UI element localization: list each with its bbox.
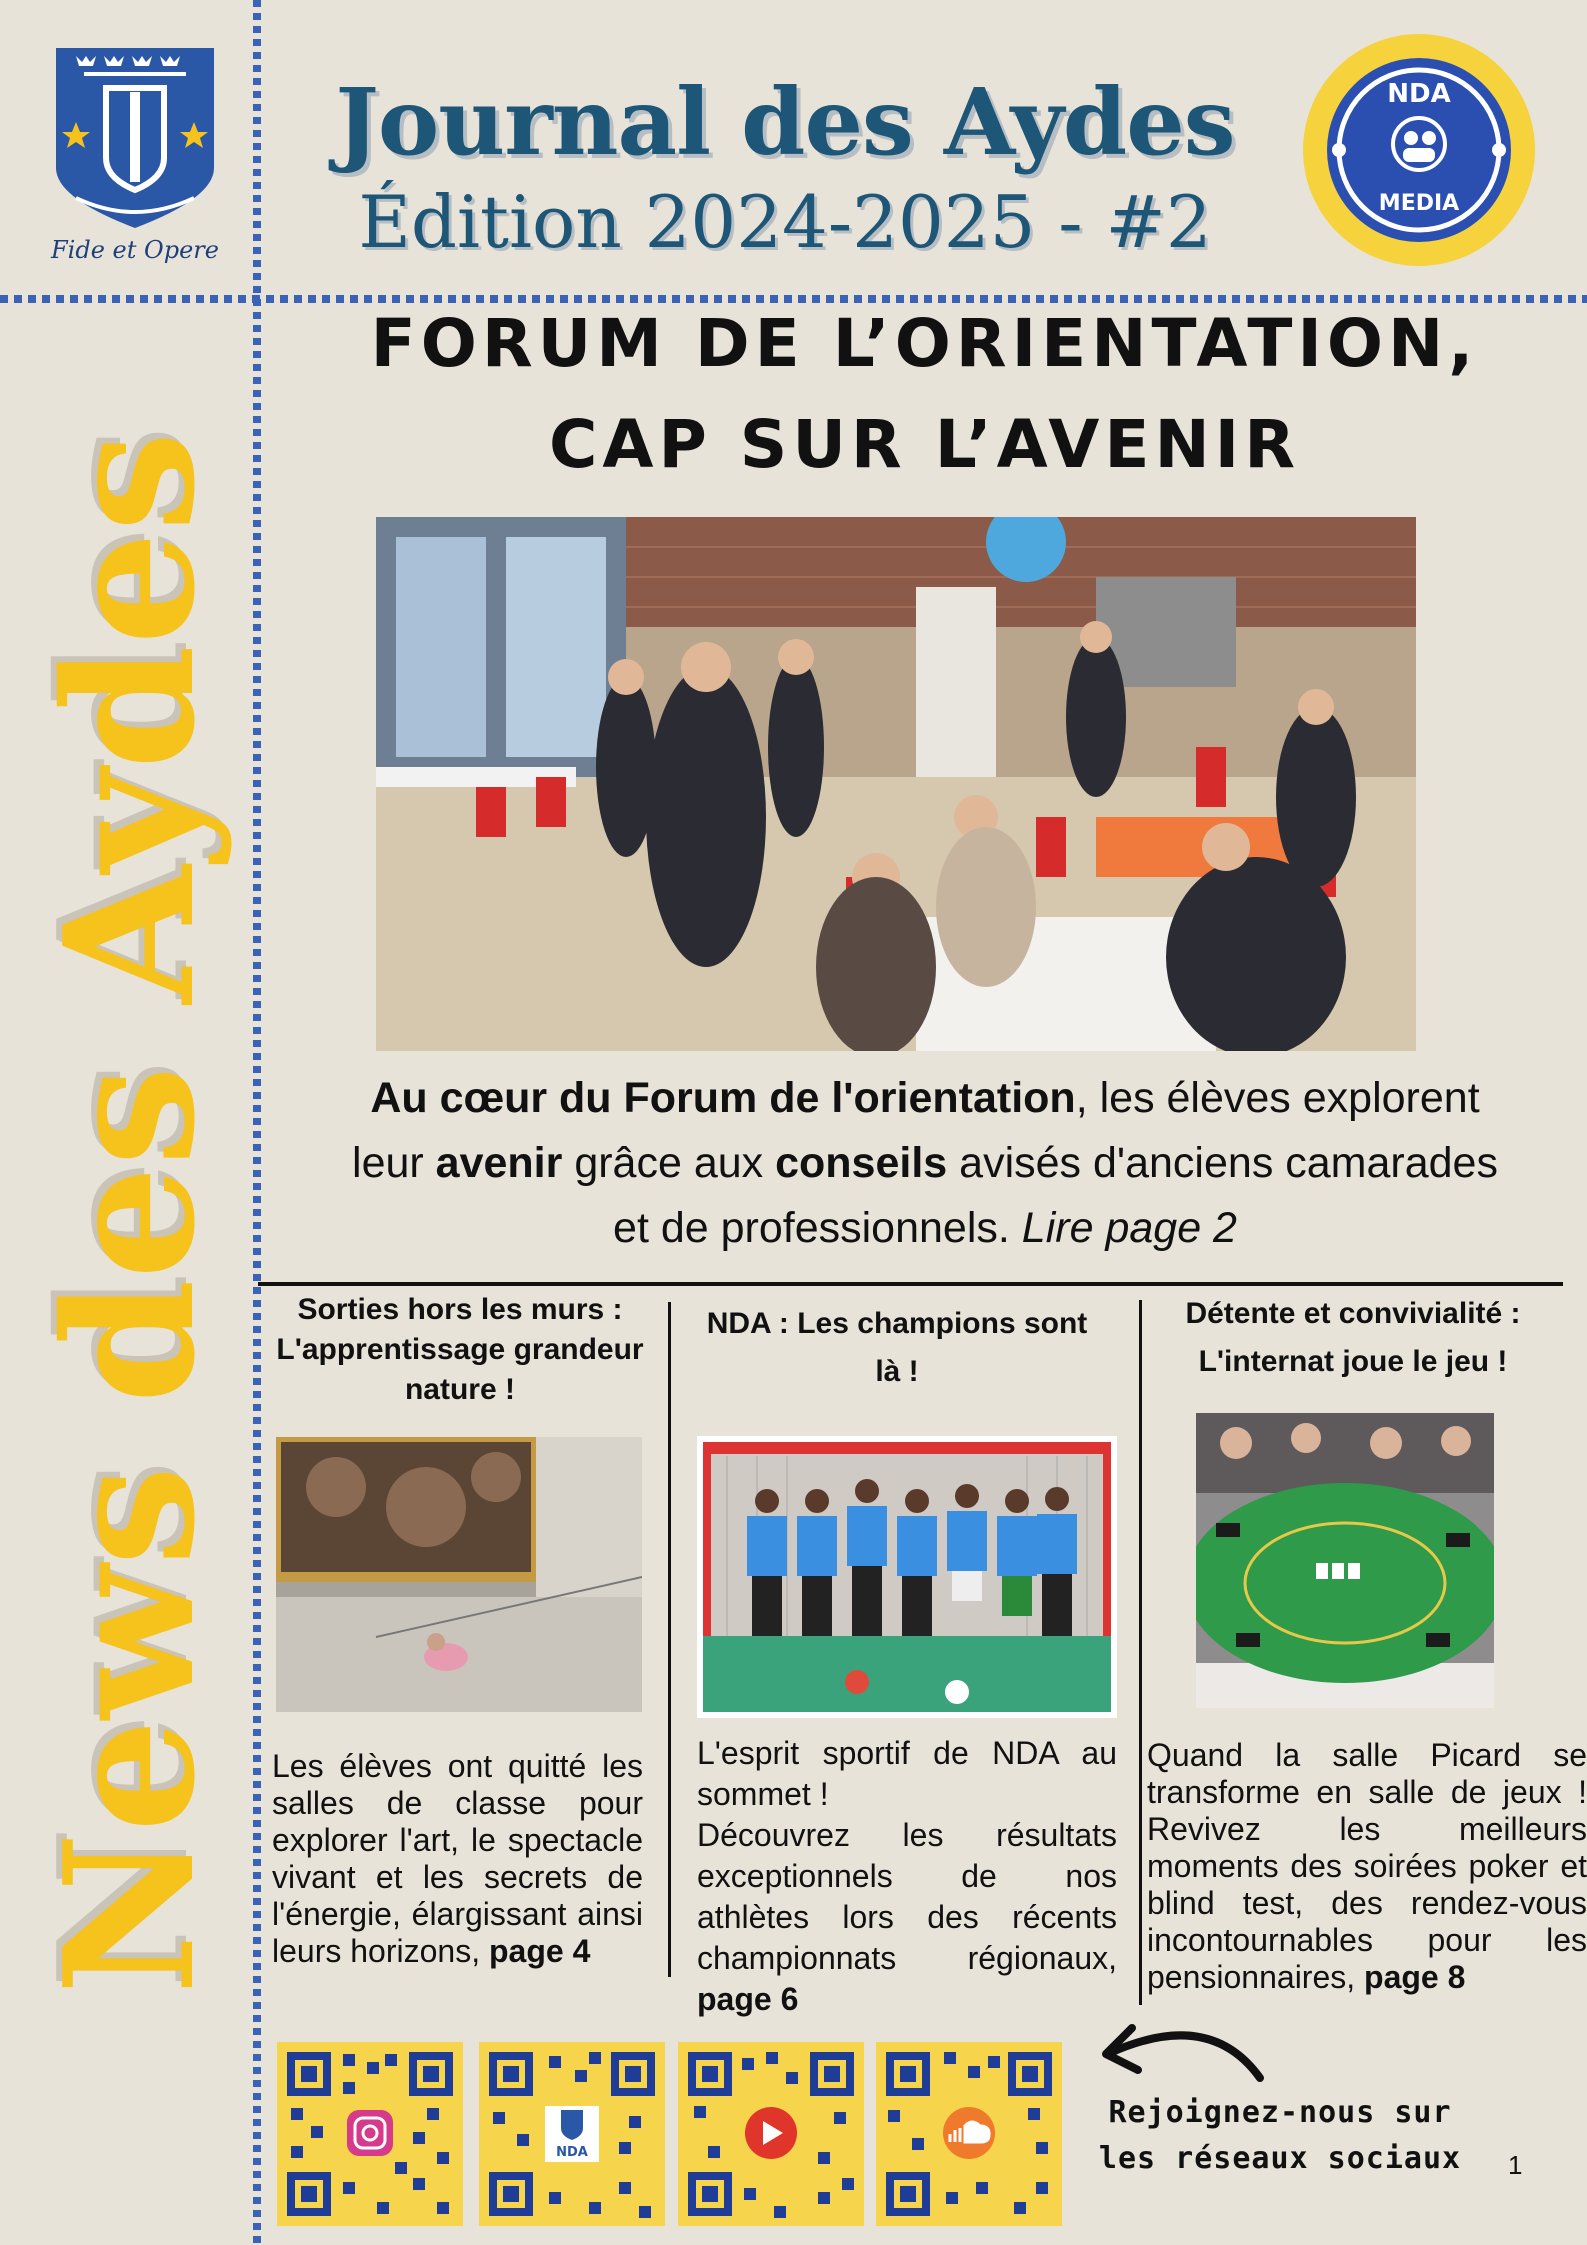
caption-text-5: et de professionnels.: [613, 1204, 1022, 1252]
forum-photo: [376, 517, 1416, 1051]
caption-text-1: , les élèves explorent: [1075, 1074, 1480, 1122]
instagram-icon: [347, 2110, 393, 2156]
football-team-photo: [697, 1436, 1117, 1718]
nda-qr-code[interactable]: [479, 2042, 665, 2226]
vertical-dotted-divider: [253, 0, 261, 2245]
column-2-page-link[interactable]: page 6: [697, 1981, 799, 2017]
column-1-title: Sorties hors les murs : L'apprentissage grandeur nature !: [276, 1293, 644, 1406]
journal-title: Journal des Aydes: [335, 68, 1235, 176]
side-title: News des Aydes: [25, 431, 234, 1995]
column-1-body: Les élèves ont quitté les salles de classe pour explorer l'art, le spectacle vivant et les secrets de l'énergie, élargissant ainsi leurs horizons,: [272, 1748, 643, 1969]
school-crest-icon: [56, 48, 214, 228]
section-divider: [258, 1282, 1563, 1286]
poker-night-photo: [1196, 1413, 1494, 1708]
nda-qr-label: NDA: [556, 2145, 588, 2160]
column-1-text: [272, 1748, 643, 1970]
social-cta: [1085, 2090, 1475, 2182]
edition-subtitle: Édition 2024-2025 - #2: [358, 180, 1212, 264]
caption-read-more[interactable]: Lire page 2: [1021, 1204, 1237, 1252]
soundcloud-qr-code[interactable]: [876, 2042, 1062, 2226]
column-3-title: Détente et convivialité : L'internat joue le jeu !: [1185, 1297, 1521, 1378]
youtube-qr-code[interactable]: [678, 2042, 864, 2226]
badge-top-text: NDA: [1387, 79, 1451, 109]
headline-line-1: FORUM DE L’ORIENTATION,: [370, 305, 1479, 382]
caption-bold-3: conseils: [775, 1139, 948, 1187]
social-cta-line-2: les réseaux sociaux: [1098, 2141, 1462, 2176]
caption-text-4: avisés d'anciens camarades: [947, 1139, 1498, 1187]
instagram-qr-code[interactable]: [277, 2042, 463, 2226]
column-2-text: [697, 1733, 1117, 2020]
column-3-body: Quand la salle Picard se transforme en salle de jeux ! Revivez les meilleurs moments des soirées poker et blind test, des rendez-vous incontournables pour les pensionnaires,: [1147, 1737, 1587, 1995]
column-2-title: NDA : Les champions sont là !: [706, 1307, 1088, 1388]
horizontal-dotted-divider: [0, 295, 1587, 303]
crest-motto: Fide et Opere: [51, 236, 219, 264]
social-cta-line-1: Rejoignez-nous sur: [1108, 2095, 1452, 2130]
team-photo-frame: [697, 1436, 1117, 1718]
page-number: 1: [1508, 2150, 1523, 2180]
column-divider-1: [668, 1302, 671, 1977]
curved-arrow-icon: [1090, 2008, 1280, 2088]
badge-bottom-text: MEDIA: [1378, 191, 1460, 216]
column-1-page-link[interactable]: page 4: [488, 1933, 591, 1969]
caption-bold-1: Au cœur du Forum de l'orientation: [370, 1074, 1076, 1122]
caption-text-3: grâce aux: [562, 1139, 776, 1187]
column-3-text: [1147, 1737, 1587, 1996]
column-2-body-2: Découvrez les résultats exceptionnels de nos athlètes lors des récents championnats régionaux,: [697, 1817, 1117, 1976]
nda-media-badge-icon: [1303, 34, 1535, 266]
headline-line-2: CAP SUR L’AVENIR: [548, 406, 1301, 483]
main-caption: [275, 1066, 1575, 1261]
caption-text-2: leur: [352, 1139, 436, 1187]
nda-icon: [545, 2106, 599, 2162]
youtube-icon: [745, 2107, 797, 2159]
caption-bold-2: avenir: [435, 1139, 563, 1187]
museum-photo: [276, 1437, 642, 1712]
column-divider-2: [1139, 1300, 1142, 2005]
soundcloud-icon: [943, 2107, 995, 2159]
column-2-body-1: L'esprit sportif de NDA au sommet !: [697, 1735, 1117, 1812]
column-3-page-link[interactable]: page 8: [1364, 1959, 1466, 1995]
